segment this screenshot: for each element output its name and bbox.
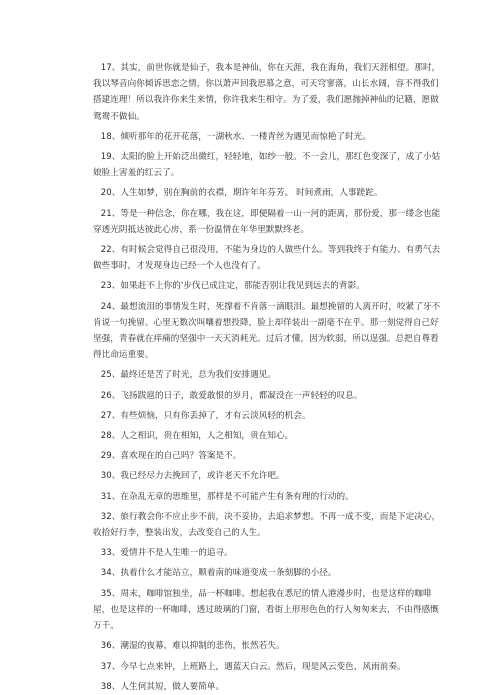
list-item: 17、其实，前世你就是仙子，我本是神仙，你在天涯，我在海角，我们天涯相望。那时，我以琴音向你倾诉思恋之情，你以萧声回我思慕之意，可天穹寥落，山长水阔，容不得我们搭建连理！所以我许你来生来情，你许我来生相守。为了爱，我们愿抛掉神仙的记籍，愿做鸳鸯不做仙。: [93, 63, 441, 122]
list-item: 26、飞扬跋扈的日子，敢爱敢恨的岁月，都凝没在一声轻轻的叹息。: [100, 390, 363, 401]
list-item: 32、旅行教会你不应止步不前，决不妥协，去追求梦想。不再一成不变，而是下定决心，收拾好行李，整装出发，去改变自己的人生。: [93, 511, 441, 539]
list-item: 38、人生何其短，做人要简单。: [100, 681, 225, 692]
list-item: 27、有些烦恼，只有你丢掉了，才有云淡风轻的机会。: [100, 410, 311, 421]
list-item: 21、等是一种信念，你在哪，我在这，即便隔着一山一河的距离，那份爱，那一缕念也能穿透光阴抵达彼此心房，系一份温情在年华里默默终老。: [93, 208, 441, 235]
list-item: 23、如果赶不上你的'步伐已成注定，那能否别让我见到远去的背影。: [100, 281, 365, 292]
list-item: 35、周末，咖啡馆独坐，品一杯咖啡。想起我在悉尼的情人港漫步时，也是这样的咖啡屋，也是这样的一杯咖啡，透过玻璃的门窗，看街上形形色色的行人匆匆来去，不由得感慨万千。: [93, 588, 439, 632]
list-item: 22、有时候会觉得自己很没用，不能为身边的人做些什么。等到我终于有能力、有勇气去做些事时，才发现身边已经一个人也没有了。: [93, 245, 441, 272]
list-item: 29、喜欢现在的自己吗？答案是不。: [100, 451, 242, 462]
list-item: 20、人生如梦，别在胸前的衣襟，期许年年芬芳。 时间煮雨，人事蹉跎。: [100, 188, 383, 199]
list-item: 28、人之相识，贵在相知，人之相知，贵在知心。: [100, 431, 294, 442]
list-item: 37、今早七点来钟，上班路上，遇蓝天白云。然后，现是风云变色，风雨前奏。: [100, 661, 406, 672]
list-item: 30、我已经尽力去挽回了，或许老天不允许吧。: [100, 471, 285, 482]
list-item: 24、最想流泪的事情发生时，死撑着不肯落一滴眼泪。最想挽留的人离开时，咬紧了牙不肯说一句挽留。心里无数次叫嚷着想投降，脸上却佯装出一副毫不在乎。那一刻觉得自己好坚强，青春就在痒痛的坚强中一天天消耗光。过后才懂，因为软弱，所以逞强。总把自尊看得比命运重要。: [93, 301, 441, 361]
list-item: 18、倾听那年的花开花落，一湖秋水、一楼青丝为遇见而惊艳了时光。: [100, 131, 372, 142]
list-item: 36、潮湿的夜幕，难以抑制的悲伤，怅然若失。: [100, 641, 285, 652]
list-item: 31、在杂乱无章的思维里，那样是不可能产生有条有理的行动的。: [100, 491, 354, 502]
list-item: 19、太阳的脸上开始泛出微红，轻轻地，如纱一般。不一会儿，那红色变深了，成了小姑娘脸上害羞的红云了。: [93, 152, 441, 179]
list-item: 34、执着什么才能站立，顺着南的味道变成一条刻脚的小径。: [100, 568, 337, 579]
list-item: 33、爱情并不是人生唯一的追寻。: [100, 548, 233, 559]
list-item: 25、最终还是苦了时光，总为我们安排遇见。: [100, 370, 277, 381]
quote-list: [93, 60, 446, 695]
